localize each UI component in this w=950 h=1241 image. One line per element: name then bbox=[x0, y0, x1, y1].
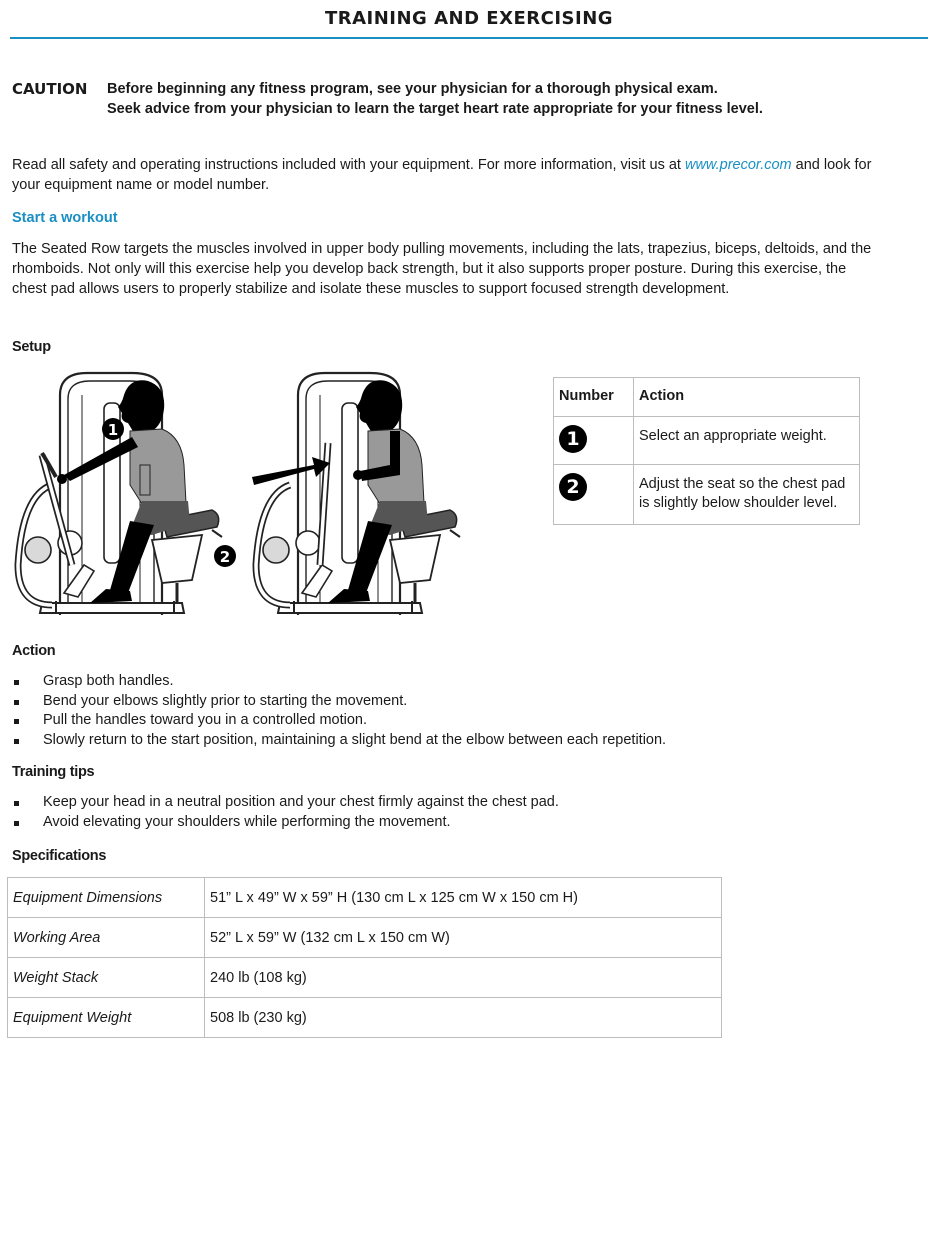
spec-label: Equipment Weight bbox=[8, 998, 205, 1038]
setup-table-header-number: Number bbox=[554, 378, 634, 417]
spec-value: 51” L x 49” W x 59” H (130 cm L x 125 cm W x 150 cm H) bbox=[205, 878, 722, 918]
setup-step-number bbox=[554, 417, 634, 465]
list-item: Avoid elevating your shoulders while performing the movement. bbox=[12, 813, 559, 833]
callout-marker-2-label: 2 bbox=[219, 548, 231, 566]
caution-label: CAUTION bbox=[12, 80, 88, 98]
intro-paragraph bbox=[12, 155, 872, 195]
start-workout-heading: Start a workout bbox=[12, 210, 118, 226]
spec-label: Weight Stack bbox=[8, 958, 205, 998]
callout-marker-1 bbox=[102, 418, 124, 440]
caution-line-1: Before beginning any fitness program, see your physician for a thorough physical exam. bbox=[107, 81, 718, 97]
page-title: TRAINING AND EXERCISING bbox=[324, 8, 614, 29]
spec-value: 52” L x 59” W (132 cm L x 150 cm W) bbox=[205, 918, 722, 958]
list-item: Slowly return to the start position, maintaining a slight bend at the elbow between each repetition. bbox=[12, 731, 666, 751]
spec-value: 240 lb (108 kg) bbox=[205, 958, 722, 998]
illustration-start-position bbox=[18, 373, 222, 615]
title-divider bbox=[10, 37, 928, 39]
spec-label: Working Area bbox=[8, 918, 205, 958]
precor-link[interactable]: www.precor.com bbox=[684, 157, 792, 173]
setup-table-row bbox=[554, 417, 860, 465]
intro-text-after: and look for your equipment name or model number. bbox=[12, 157, 872, 193]
step-2-badge: 2 bbox=[559, 473, 587, 501]
action-heading: Action bbox=[12, 643, 56, 659]
setup-table-row bbox=[554, 465, 860, 525]
intro-text-before: Read all safety and operating instructions included with your equipment. For more information, visit us at bbox=[12, 157, 685, 173]
caution-line-2: Seek advice from your physician to learn the target heart rate appropriate for your fitness level. bbox=[107, 101, 763, 117]
seated-row-illustration bbox=[12, 365, 472, 620]
step-1-badge: 1 bbox=[559, 425, 587, 453]
specifications-table bbox=[7, 877, 722, 1038]
training-tips-list bbox=[12, 793, 559, 832]
table-row bbox=[8, 878, 722, 918]
action-list bbox=[12, 672, 666, 751]
setup-table-header-action: Action bbox=[634, 378, 860, 417]
caution-message bbox=[107, 79, 763, 119]
setup-step-action: Adjust the seat so the chest pad is slightly below shoulder level. bbox=[634, 465, 860, 525]
table-row bbox=[8, 958, 722, 998]
setup-heading: Setup bbox=[12, 339, 51, 355]
list-item: Bend your elbows slightly prior to starting the movement. bbox=[12, 692, 666, 712]
workout-description: The Seated Row targets the muscles involved in upper body pulling movements, including the lats, trapezius, biceps, deltoids, and the rhomboids. Not only will this exercise help you develop back strength, but it also supports proper posture. During this exercise, the chest pad allows users to properly stabilize and isolate these muscles to support focused strength development. bbox=[12, 241, 872, 297]
callout-marker-1-label: 1 bbox=[107, 421, 119, 439]
setup-step-action: Select an appropriate weight. bbox=[634, 417, 860, 465]
list-item: Grasp both handles. bbox=[12, 672, 666, 692]
training-tips-heading: Training tips bbox=[12, 764, 95, 780]
list-item: Keep your head in a neutral position and your chest firmly against the chest pad. bbox=[12, 793, 559, 813]
callout-marker-2 bbox=[214, 545, 236, 567]
setup-table bbox=[553, 377, 860, 525]
list-item: Pull the handles toward you in a controlled motion. bbox=[12, 711, 666, 731]
setup-table-header-row bbox=[554, 378, 860, 417]
illustration-pull-position bbox=[256, 373, 460, 615]
specifications-heading: Specifications bbox=[12, 848, 107, 864]
table-row bbox=[8, 918, 722, 958]
table-row bbox=[8, 998, 722, 1038]
spec-label: Equipment Dimensions bbox=[8, 878, 205, 918]
spec-value: 508 lb (230 kg) bbox=[205, 998, 722, 1038]
setup-step-number bbox=[554, 465, 634, 525]
